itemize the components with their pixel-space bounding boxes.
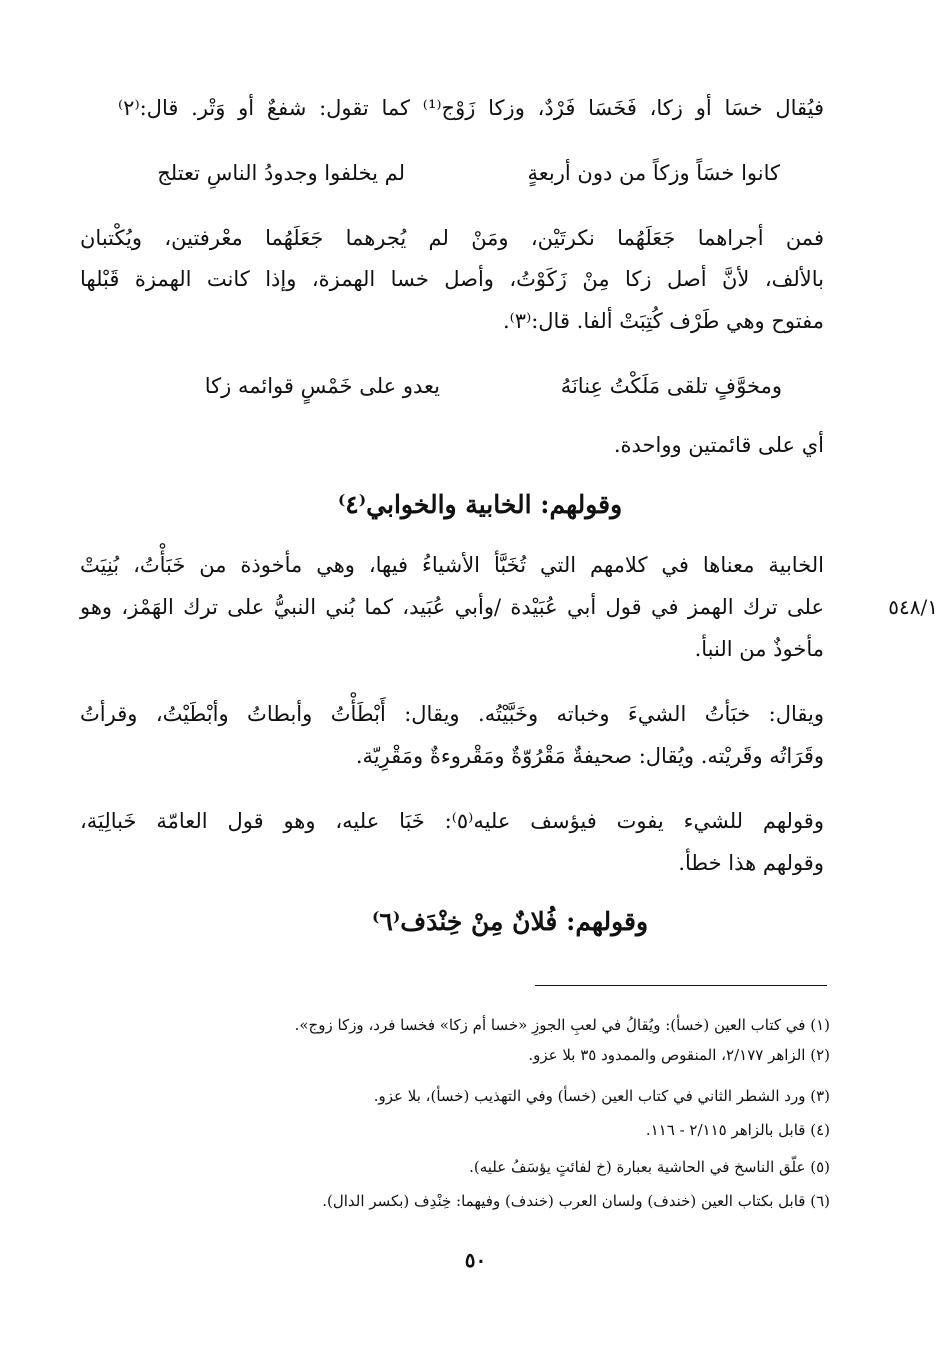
paragraph-2-line-2: على ترك الهمز في قول أبي عُبَيْدة /وأبي عُبَيد، كما بُني النبيُّ على ترك الهَمْز، وهو	[80, 595, 824, 619]
footnote-4: (٤) قابل بالزاهر ٢/١١٥ - ١١٦.	[645, 1121, 830, 1139]
paragraph-3-line-2: وقَرَاتُه وقَريْته. ويُقال: صحيفةٌ مَقْرُوّةٌ ومَقْروءةٌ ومَقْرِيّة.	[355, 744, 824, 768]
paragraph-1-line-1: فمن أجراهما جَعَلَهُما نكرتَيْن، ومَنْ لم يُجرهما جَعَلَهُما معْرفتين، ويُكْتبان	[80, 226, 824, 250]
body-line-1: فيُقال خسَا أو زكا، فَخَسَا فَرْدٌ، وزكا زَوْج⁽¹⁾ كما تقول: شفعٌ أو وَتْر. قال:⁽٢⁾	[118, 96, 824, 120]
footnote-5: (٥) علّق الناسخ في الحاشية بعبارة (خ لفائتٍ يؤسَفُ عليه).	[469, 1158, 830, 1176]
paragraph-1-line-2: بالألف، لأنَّ أصل زكا مِنْ زَكَوْتُ، وأصل خسا الهمزة، وإذا كانت الهمزة قَبْلها	[80, 267, 824, 291]
verse-1-second-hemistich: لم يخلفوا وجدودُ الناسِ تعتلج	[157, 161, 405, 185]
paragraph-2-line-1: الخابية معناها في كلامهم التي تُخَبَّأ الأشياءُ فيها، وهي مأخوذة من خَبَأْتُ، بُنِيَتْ	[80, 553, 824, 577]
paragraph-2-line-3: مأخوذٌ من النبأ.	[694, 637, 824, 661]
paragraph-3-line-1: ويقال: خبَأتُ الشيءَ وخباته وخَبَّيْتُه. ويقال: أَبْطَأْتُ وأبطاتُ وأبْطَيْتُ، وقرأتُ	[80, 702, 824, 726]
footnote-1: (١) في كتاب العين (خسأ): ويُقالُ في لعبِ الجوزِ «خسا أم زكا» فخسا فرد، وزكا زوج».	[294, 1016, 830, 1034]
margin-manuscript-reference: ٥٤٨/١	[888, 595, 938, 619]
paragraph-4-line-2: وقولهم هذا خطأ.	[678, 851, 824, 875]
paragraph-1-line-3: مفتوح وهي طَرْف كُتِبَتْ ألفا. قال:⁽٣⁾.	[502, 309, 824, 333]
verse-2-first-hemistich: ومخوَّفٍ تلقى مَلَكْتُ عِنانَهُ	[560, 374, 782, 398]
section-heading-khindif: وقولهم: فُلانٌ مِنْ خِنْدَف⁽٦⁾	[371, 907, 649, 936]
page-number: ٥٠	[464, 1248, 487, 1272]
footnote-6: (٦) قابل بكتاب العين (خندف) ولسان العرب (خندف) وفيهما: خِنْدِف (بكسر الدال).	[322, 1192, 830, 1210]
verse-2-explanation: أي على قائمتين وواحدة.	[613, 433, 824, 457]
footnote-separator	[535, 985, 827, 986]
footnote-2: (٢) الزاهر ٢/١٧٧، المنقوص والممدود ٣٥ بلا عزو.	[528, 1046, 830, 1064]
verse-2-second-hemistich: يعدو على خَمْسٍ قوائمه زكا	[204, 374, 440, 398]
verse-1-first-hemistich: كانوا خسَاً وزكاً من دون أربعةٍ	[527, 161, 780, 185]
paragraph-4-line-1: وقولهم للشيء يفوت فيؤسف عليه⁽٥⁾: خَبَا عليه، وهو قول العامّة خَبالِيَة،	[80, 809, 824, 833]
footnote-3: (٣) ورد الشطر الثاني في كتاب العين (خسأ) وفي التهذيب (خسأ)، بلا عزو.	[373, 1087, 830, 1105]
section-heading-khabiya: وقولهم: الخابية والخوابي⁽٤⁾	[337, 490, 623, 519]
